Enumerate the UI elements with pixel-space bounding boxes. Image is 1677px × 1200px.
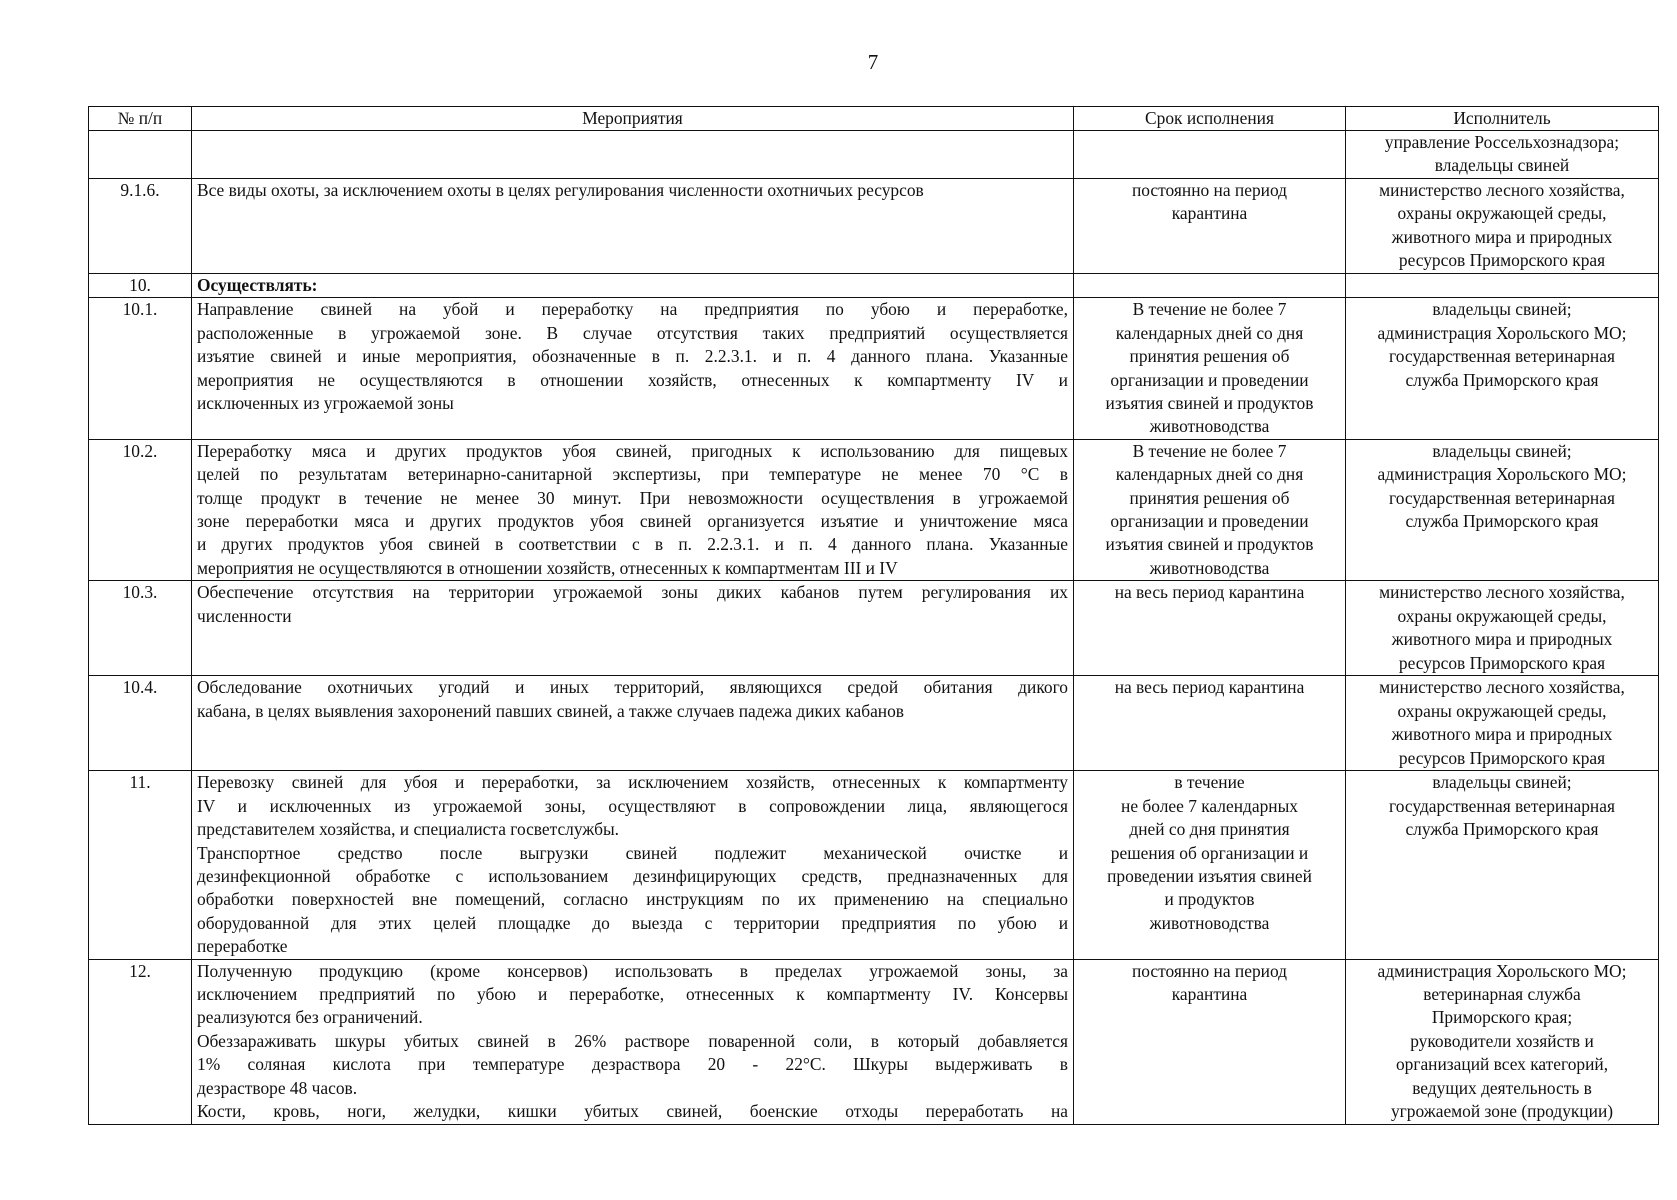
term-line: дней со дня принятия [1129,819,1290,840]
row-num: 10.2. [89,439,192,580]
row-executor [1346,179,1659,274]
row-term [1074,771,1346,959]
activity-line: Обеспечение отсутствия на территории угрожаемой зоны диких кабанов путем регулирования их [197,582,1068,603]
term-line: в течение [1174,772,1245,793]
executor-line: ресурсов Приморского края [1398,747,1606,768]
term-line: принятия решения об [1129,487,1290,508]
row-term [1074,959,1346,1124]
executor-line: животного мира и природных [1391,724,1613,745]
executor-line: охраны окружающей среды, [1397,203,1607,224]
header-activity: Мероприятия [192,107,1074,131]
row-num: 11. [89,771,192,959]
activity-line: Перевозку свиней для убоя и переработки, за исключением хозяйств, отнесенных к компартменту [197,772,1068,793]
activity-line: кабана, в целях выявления захоронений павших свиней, а также случаев падежа диких кабанов [197,700,905,721]
activity-line: IV и исключенных из угрожаемой зоны, осуществляют в сопровождении лица, являющегося [197,795,1068,816]
term-line: принятия решения об [1129,346,1290,367]
term-line: на весь период карантина [1114,582,1305,603]
row-term [1074,581,1346,676]
row-activity [192,298,1074,439]
executor-line: охраны окружающей среды, [1397,700,1607,721]
row-executor [1346,676,1659,771]
header-executor: Исполнитель [1346,107,1659,131]
activity-line: представителем хозяйства, и специалиста госветслужбы. [197,819,619,840]
row-executor [1346,959,1659,1124]
term-line: решения об организации и [1110,842,1309,863]
row-term [1074,179,1346,274]
executor-line: руководители хозяйств и [1410,1030,1594,1051]
activity-line: 1% соляная кислота при температуре дезраствора 20 - 22°С. Шкуры выдерживать в [197,1054,1068,1075]
activity-line: Обеззараживать шкуры убитых свиней в 26% растворе поваренной соли, в который добавляется [197,1030,1068,1051]
table-row-continuation [89,131,1659,179]
term-line: животноводства [1149,557,1270,578]
row-num: 10.1. [89,298,192,439]
term-line: постоянно на период [1132,960,1287,981]
activity-line: и других продуктов убоя свиней в соответствии с в п. 2.2.3.1. и п. 4 данного плана. Указанные [197,534,1068,555]
term-line: организации и проведении [1110,369,1309,390]
row-num: 10.4. [89,676,192,771]
row-executor [1346,439,1659,580]
term-line: на весь период карантина [1114,677,1305,698]
row-term [1074,274,1346,298]
executor-line: министерство лесного хозяйства, [1379,180,1625,200]
row-activity [192,676,1074,771]
executor-line: угрожаемой зоне (продукции) [1390,1100,1614,1121]
executor-line: ведущих деятельность в [1412,1077,1592,1098]
activity-line: целей по результатам ветеринарно-санитарной экспертизы, при температуре не менее 70 °С в [197,464,1068,485]
executor-line: владельцы свиней; [1432,440,1572,461]
row-executor [1346,274,1659,298]
row-executor [1346,771,1659,959]
executor-line: министерство лесного хозяйства, [1379,582,1625,603]
activity-line: реализуются без ограничений. [197,1007,423,1028]
header-term: Срок исполнения [1074,107,1346,131]
table-row [89,771,1659,959]
executor-line: министерство лесного хозяйства, [1379,677,1625,698]
row-num: 12. [89,959,192,1124]
table-row [89,439,1659,580]
term-line: календарных дней со дня [1115,322,1304,343]
table-row [89,581,1659,676]
term-line: изъятия свиней и продуктов [1105,534,1314,555]
executor-line: государственная ветеринарная [1389,346,1615,367]
executor-line: ветеринарная служба [1423,983,1581,1004]
row-activity [192,581,1074,676]
row-term [1074,676,1346,771]
executor-line: служба Приморского края [1405,819,1599,840]
activity-line: мероприятия не осуществляются в отношении хозяйств, отнесенных к компартментам III и IV [197,557,898,578]
row-term [1074,439,1346,580]
term-line: карантина [1171,203,1248,224]
activity-line: Кости, кровь, ноги, желудки, кишки убитых свиней, боенские отходы переработать на [197,1100,1068,1121]
activity-line: численности [197,605,292,626]
term-line: постоянно на период [1132,180,1287,200]
term-line: календарных дней со дня [1115,464,1304,485]
executor-line: животного мира и природных [1391,629,1613,650]
activity-line: Все виды охоты, за исключением охоты в целях регулирования численности охотничьих ресурсов [197,180,924,200]
row-activity [192,179,1074,274]
executor-line: управление Россельхознадзора; [1384,132,1620,152]
activity-line: Транспортное средство после выгрузки свиней подлежит механической очистке и [197,842,1068,863]
table-row [89,274,1659,298]
activity-line: изъятие свиней и иные мероприятия, обозначенные в п. 2.2.3.1. и п. 4 данного плана. Указанные [197,346,1068,367]
term-line: животноводства [1149,416,1270,437]
executor-line: служба Приморского края [1405,511,1599,532]
activity-line: зоне переработки мяса и других продуктов убоя свиней организуется изъятие и уничтожение мяса [197,511,1068,532]
row-executor [1346,298,1659,439]
term-line: животноводства [1149,912,1270,933]
term-line: изъятия свиней и продуктов [1105,393,1314,414]
executor-line: животного мира и природных [1391,226,1613,247]
executor-line: администрация Хорольского МО; [1377,322,1627,343]
activity-line: Направление свиней на убой и переработку на предприятия по убою и переработке, [197,299,1068,320]
table-body [89,131,1659,1125]
executor-line: администрация Хорольского МО; [1377,464,1627,485]
activity-plan-table [88,106,1659,1125]
activity-line: мероприятия не осуществляются в отношении хозяйств, отнесенных к компартменту IV и [197,369,1068,390]
term-line: В течение не более 7 [1132,299,1287,320]
row-activity [192,771,1074,959]
executor-line: администрация Хорольского МО; [1377,960,1627,981]
activity-line: обработки поверхностей вне помещений, согласно инструкциям по их применению на специально [197,889,1068,910]
term-line: В течение не более 7 [1132,440,1287,461]
row-term [1074,131,1346,179]
term-line: карантина [1171,983,1248,1004]
row-executor [1346,131,1659,179]
table-row [89,676,1659,771]
table-row [89,298,1659,439]
executor-line: владельцы свиней; [1432,772,1572,793]
row-activity [192,959,1074,1124]
header-num: № п/п [89,107,192,131]
row-activity [192,131,1074,179]
activity-line: исключением предприятий по убою и переработке, отнесенных к компартменту IV. Консервы [197,983,1068,1004]
activity-line: Обследование охотничьих угодий и иных территорий, являющихся средой обитания дикого [197,677,1068,698]
row-activity [192,439,1074,580]
executor-line: государственная ветеринарная [1389,487,1615,508]
activity-line: толще продукт в течение не менее 30 минут. При невозможности осуществления в угрожаемой [197,487,1068,508]
row-num: 9.1.6. [89,179,192,274]
term-line: и продуктов [1164,889,1255,910]
row-num: 10. [89,274,192,298]
row-activity [192,274,1074,298]
term-line: не более 7 календарных [1121,795,1298,816]
table-header-row [89,107,1659,131]
term-line: проведении изъятия свиней [1107,865,1312,886]
executor-line: организаций всех категорий, [1395,1054,1609,1075]
activity-line: исключенных из угрожаемой зоны [197,393,454,414]
executor-line: ресурсов Приморского края [1398,652,1606,673]
executor-line: служба Приморского края [1405,369,1599,390]
row-num: 10.3. [89,581,192,676]
row-executor [1346,581,1659,676]
table-row [89,179,1659,274]
activity-line: расположенные в угрожаемой зоне. В случае отсутствия таких предприятий осуществляется [197,322,1068,343]
activity-line: переработке [197,936,288,957]
term-line: организации и проведении [1110,511,1309,532]
activity-line: Полученную продукцию (кроме консервов) использовать в пределах угрожаемой зоны, за [197,960,1068,981]
activity-line: Переработку мяса и других продуктов убоя свиней, пригодных к использованию для пищевых [197,440,1068,461]
table-row [89,959,1659,1124]
executor-line: владельцы свиней; [1432,299,1572,320]
executor-line: охраны окружающей среды, [1397,605,1607,626]
page-number: 7 [867,50,879,74]
executor-line: владельцы свиней [1434,155,1570,176]
executor-line: ресурсов Приморского края [1398,250,1606,271]
activity-line: Осуществлять: [197,275,318,295]
activity-line: дезрастворе 48 часов. [197,1077,358,1098]
executor-line: Приморского края; [1431,1007,1573,1028]
activity-line: оборудованной для этих целей площадке до выезда с территории предприятия по убою и [197,912,1068,933]
executor-line: государственная ветеринарная [1389,795,1615,816]
activity-line: дезинфекционной обработке с использованием дезинфицирующих средств, предназначенных для [197,865,1068,886]
row-term [1074,298,1346,439]
row-num [89,131,192,179]
